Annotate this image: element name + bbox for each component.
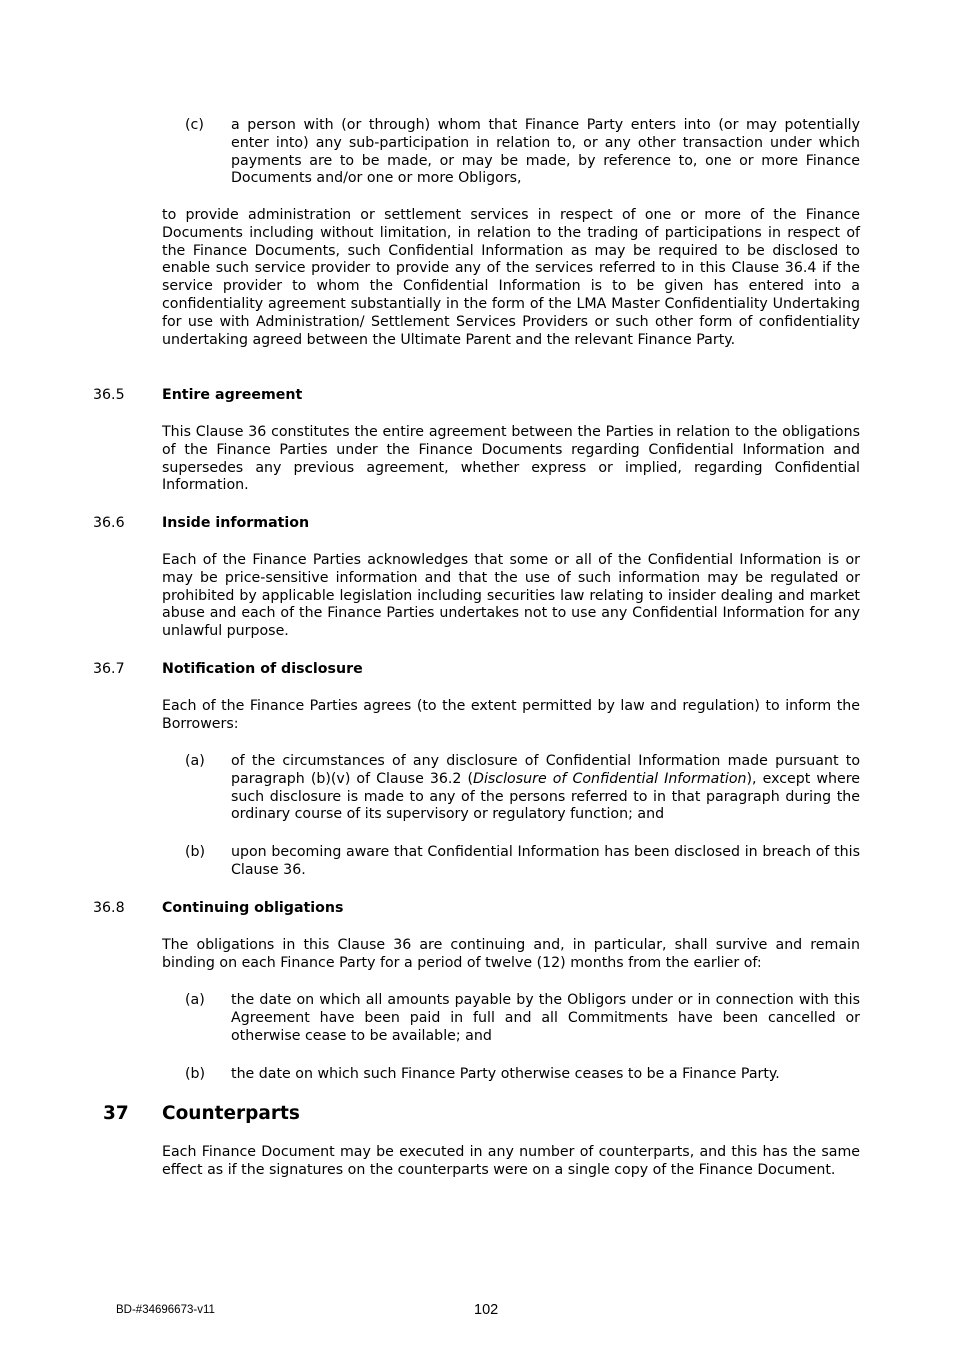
text-segment: ), except where such disclosure is made to any of the persons referred to in that paragraph during the ordinary course of its supervisory or regulatory function; and [231,770,860,823]
list-item-text: a person with (or through) whom that Finance Party enters into (or may potentially enter into) any sub-participation in relation to, or any other transaction under which payments are to be made, or may be made, by reference to, one or more Finance Documents and/or one or more Obligors, [231,117,860,187]
list-item-text: upon becoming aware that Confidential Information has been disclosed in breach of this Clause 36. [231,844,860,878]
section-heading: Counterparts [162,1103,300,1124]
list-marker: (c) [185,117,204,133]
page-number: 102 [474,1302,499,1318]
clause-heading: Continuing obligations [162,900,344,916]
list-item-text: the date on which all amounts payable by the Obligors under or in connection with this Agreement have been paid in full and all Commitments have been cancelled or otherwise cease to be available; and [231,992,860,1044]
list-marker: (a) [185,992,205,1008]
clause-number: 36.7 [93,661,125,677]
list-marker: (b) [185,844,206,860]
section-number: 37 [103,1103,129,1124]
list-item-text: the date on which such Finance Party otherwise ceases to be a Finance Party. [231,1066,780,1082]
clause-heading: Notification of disclosure [162,661,363,677]
clause-paragraph: The obligations in this Clause 36 are continuing and, in particular, shall survive and remain binding on each Finance Party for a period of twelve (12) months from the earlier of: [162,937,860,971]
document-reference: BD-#34696673-v11 [116,1304,215,1316]
clause-number: 36.5 [93,387,125,403]
clause-paragraph: Each of the Finance Parties agrees (to the extent permitted by law and regulation) to inform the Borrowers: [162,698,860,732]
clause-paragraph: This Clause 36 constitutes the entire agreement between the Parties in relation to the obligations of the Finance Parties under the Finance Documents regarding Confidential Information and supersedes any previous agreement, whether express or implied, regarding Confidential Information. [162,424,860,494]
clause-number: 36.8 [93,900,125,916]
continuation-paragraph: to provide administration or settlement services in respect of one or more of the Finance Documents including without limitation, in relation to the trading of participations in respect of the Finance Documents, such Confidential Information as may be required to be disclosed to enable such service provider to provide any of the services referred to in this Clause 36.4 if the service provider to whom the Confidential Information is to be given has entered into a confidentiality agreement substantially in the form of the LMA Master Confidentiality Undertaking for use with Administration/ Settlement Services Providers or such other form of confidentiality undertaking agreed between the Ultimate Parent and the relevant Finance Party. [162,207,860,348]
list-marker: (b) [185,1066,206,1082]
clause-heading: Entire agreement [162,387,303,403]
cross-reference-title: Disclosure of Confidential Information [473,770,747,787]
clause-heading: Inside information [162,515,310,531]
section-paragraph: Each Finance Document may be executed in any number of counterparts, and this has the same effect as if the signatures on the counterparts were on a single copy of the Finance Document. [162,1144,860,1178]
clause-number: 36.6 [93,515,125,531]
clause-paragraph: Each of the Finance Parties acknowledges that some or all of the Confidential Information is or may be price-sensitive information and that the use of such information may be regulated or prohibited by applicable legislation including securities law relating to insider dealing and market abuse and each of the Finance Parties undertakes not to use any Confidential Information for any unlawful purpose. [162,552,860,640]
text-segment: of the circumstances of any disclosure of Confidential Information made pursuant to paragraph (b)(v) of Clause 36.2 ( [231,753,860,787]
list-marker: (a) [185,753,205,769]
list-item-text [231,753,860,824]
